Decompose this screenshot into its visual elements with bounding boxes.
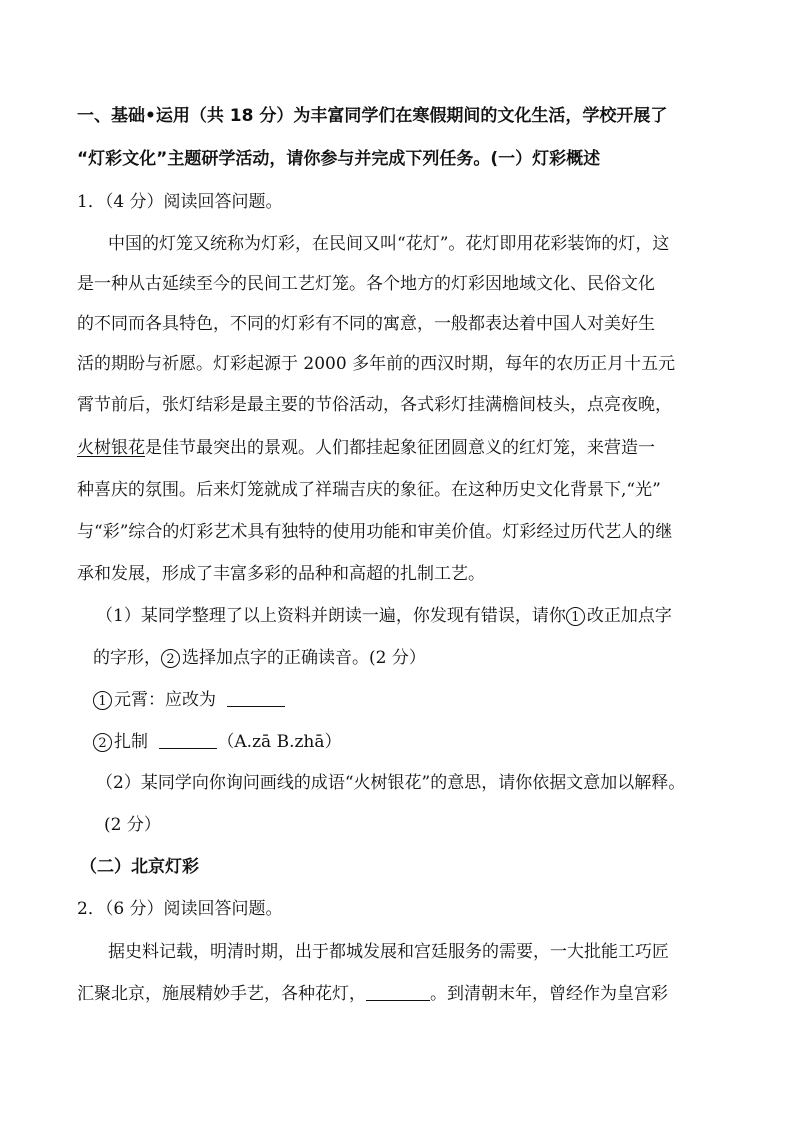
underlined-idiom: 火树银花 xyxy=(77,438,145,458)
q2-passage-line-2 xyxy=(77,982,668,1006)
item1-text: 元霄：应改为 xyxy=(114,690,216,710)
q1-passage-line-4: 活的期盼与祈愿。灯彩起源于 2000 多年前的西汉时期，每年的农历正月十五元 xyxy=(77,354,676,374)
q1-passage-line-3: 的不同而各具特色，不同的灯彩有不同的寓意，一般都表达着中国人对美好生 xyxy=(77,314,655,334)
circled-number-1: 1 xyxy=(93,691,112,710)
sub1-line2-pre: 的字形， xyxy=(93,648,161,668)
q1-sub2-line1: （2）某同学向你询问画线的成语“火树银花”的意思，请你依据文意加以解释。 xyxy=(96,773,686,793)
q1-sub2-line2: (2 分） xyxy=(104,815,161,835)
q2-passage-line-1: 据史料记载，明清时期，出于都城发展和宫廷服务的需要，一大批能工巧匠 xyxy=(108,942,669,962)
section1-heading-line1: 一、基础•运用（共 18 分）为丰富同学们在寒假期间的文化生活，学校开展了 xyxy=(77,106,668,126)
q1-passage-line-7: 种喜庆的氛围。后来灯笼就成了祥瑞吉庆的象征。在这种历史文化背景下,“光” xyxy=(77,480,661,500)
section1-heading-line2: “灯彩文化”主题研学活动，请你参与并完成下列任务。(一）灯彩概述 xyxy=(77,149,601,169)
q1-label: 1．（4 分）阅读回答问题。 xyxy=(77,192,283,212)
circled-number-2: 2 xyxy=(161,649,180,668)
answer-blank-3[interactable] xyxy=(366,982,430,1001)
passage-line-6-rest: 是佳节最突出的景观。人们都挂起象征团圆意义的红灯笼，来营造一 xyxy=(145,438,655,458)
sub1-text-a: （1）某同学整理了以上资料并朗读一遍，你发现有错误，请你 xyxy=(96,606,566,626)
answer-blank-2[interactable] xyxy=(159,730,217,749)
circled-number-1: 1 xyxy=(566,607,585,626)
q1-passage-line-8: 与“彩”综合的灯彩艺术具有独特的使用功能和审美价值。灯彩经过历代艺人的继 xyxy=(77,522,673,542)
q1-item2 xyxy=(93,730,342,754)
q1-passage-line-5: 霄节前后，张灯结彩是最主要的节俗活动，各式彩灯挂满檐间枝头，点亮夜晚， xyxy=(77,395,672,415)
q1-passage-line-1: 中国的灯笼又统称为灯彩，在民间又叫“花灯”。花灯即用花彩装饰的灯，这 xyxy=(108,234,670,254)
sub1-line2-post: 选择加点字的正确读音。(2 分） xyxy=(182,648,426,668)
q1-passage-line-2: 是一种从古延续至今的民间工艺灯笼。各个地方的灯彩因地域文化、民俗文化 xyxy=(77,274,655,294)
q2-label: 2．（6 分）阅读回答问题。 xyxy=(77,899,283,919)
q1-passage-line-6 xyxy=(77,436,655,460)
q1-sub1-line2 xyxy=(93,646,426,670)
item2-options: （A.zā B.zhā） xyxy=(217,732,342,752)
q2-line2-post: 。到清朝末年，曾经作为皇宫彩 xyxy=(430,984,668,1004)
q2-line2-pre: 汇聚北京，施展精妙手艺，各种花灯， xyxy=(77,984,366,1004)
circled-number-2: 2 xyxy=(93,733,112,752)
answer-blank-1[interactable] xyxy=(227,688,285,707)
sub1-text-b: 改正加点字 xyxy=(586,606,672,626)
section2-heading: （二）北京灯彩 xyxy=(80,857,199,877)
q1-item1 xyxy=(93,688,285,712)
q1-sub1-line1 xyxy=(96,604,672,628)
item2-text: 扎制 xyxy=(114,732,148,752)
q1-passage-line-9: 承和发展，形成了丰富多彩的品种和高超的扎制工艺。 xyxy=(77,564,485,584)
